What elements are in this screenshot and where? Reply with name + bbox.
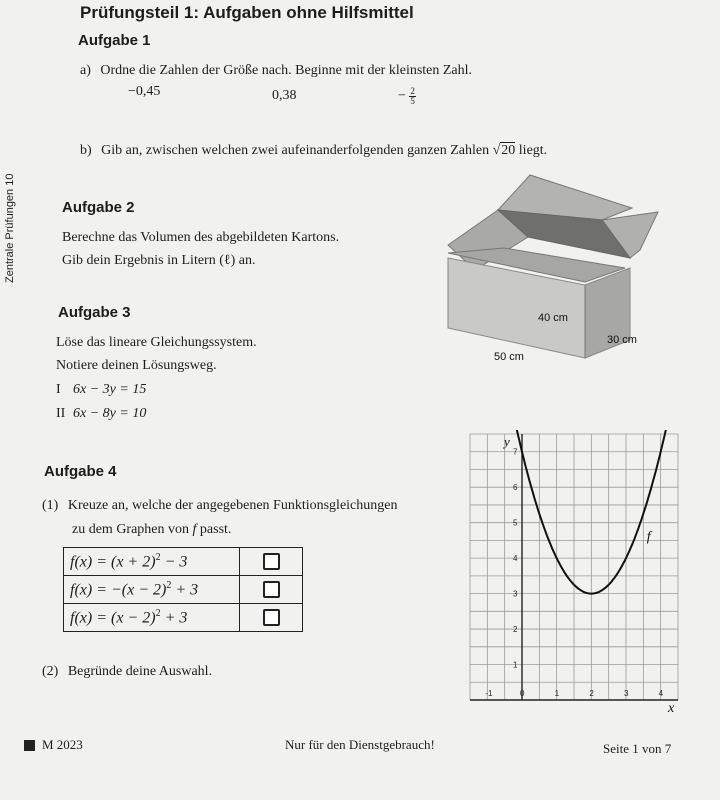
- task4-p2: [42, 664, 212, 680]
- equation-1: 6x − 3y = 15: [73, 382, 147, 397]
- choice-formula-1: $f(x) = (x + 2)^2 - 3$: [64, 548, 240, 576]
- task1-b-label: b): [80, 143, 92, 158]
- task4-p1-tail: passt.: [199, 522, 232, 537]
- x-tick-label: 1: [554, 689, 560, 698]
- task2-line1: Berechne das Volumen des abgebildeten Kartons.: [62, 230, 340, 245]
- task4-p1-fname: f: [192, 522, 197, 537]
- choice-cell-1: [240, 548, 303, 576]
- fraction-numerator: 2: [410, 86, 415, 96]
- task1-a-text: Ordne die Zahlen der Größe nach. Beginne mit der kleinsten Zahl.: [100, 63, 473, 78]
- y-tick-label: 6: [513, 483, 518, 493]
- task2-heading: Aufgabe 2: [62, 199, 135, 216]
- task4-p1-line1: Kreuze an, welche der angegebenen Funktionsgleichungen: [67, 498, 398, 513]
- sqrt-expression: √20: [492, 143, 516, 158]
- footer-center: Nur für den Dienstgebrauch!: [285, 737, 435, 752]
- x-tick-label: 4: [658, 689, 664, 698]
- x-tick-label: 0: [520, 689, 525, 698]
- y-tick-label: 4: [513, 554, 518, 564]
- task4-p1-line2-text: zu dem Graphen von: [72, 522, 190, 537]
- number-1: −0,45: [128, 84, 161, 99]
- footer-left: M 2023: [42, 737, 83, 752]
- side-label: Zentrale Prüfungen 10: [4, 173, 16, 283]
- footer-square-icon: [24, 740, 35, 751]
- y-tick-label: 3: [513, 589, 518, 599]
- dim-height: 40 cm: [538, 312, 568, 324]
- choice-formula-3: $f(x) = (x - 2)^2 + 3$: [64, 604, 240, 632]
- dim-depth: 30 cm: [607, 334, 637, 346]
- y-tick-label: 5: [513, 518, 518, 528]
- page-title: Prüfungsteil 1: Aufgaben ohne Hilfsmittel: [80, 3, 414, 22]
- y-axis-label: y: [504, 434, 510, 449]
- task4-p2-text: Begründe deine Auswahl.: [67, 664, 213, 679]
- choice-cell-3: [240, 604, 303, 632]
- choice-row: [64, 576, 303, 604]
- task3-line1: Löse das lineare Gleichungssystem.: [56, 335, 257, 350]
- fraction-denominator: 5: [410, 96, 415, 106]
- task3-line2: Notiere deinen Lösungsweg.: [56, 358, 217, 373]
- task1-heading: Aufgabe 1: [78, 32, 151, 49]
- eq1-label: I: [56, 382, 61, 397]
- y-tick-label: 2: [513, 625, 518, 635]
- task1-b: [80, 143, 547, 159]
- task4-p1-line2: [72, 522, 231, 538]
- fraction: [409, 87, 416, 106]
- curve-label-f: f: [646, 529, 651, 545]
- number-2: 0,38: [272, 88, 297, 103]
- choice-row: [64, 548, 303, 576]
- x-tick-label: 3: [624, 689, 629, 698]
- checkbox-3[interactable]: [263, 609, 280, 626]
- y-tick-label: 7: [513, 447, 518, 457]
- checkbox-1[interactable]: [263, 553, 280, 570]
- choice-row: [64, 604, 303, 632]
- task1-a: [80, 63, 472, 79]
- checkbox-2[interactable]: [263, 581, 280, 598]
- task4-p1: [42, 498, 397, 514]
- sqrt-radicand: 20: [501, 143, 516, 158]
- dim-width: 50 cm: [494, 351, 524, 363]
- task3-heading: Aufgabe 3: [58, 304, 131, 321]
- choice-table: [63, 547, 303, 632]
- box-illustration: [440, 170, 665, 370]
- x-axis-label: x: [668, 701, 675, 715]
- fraction-sign: −: [398, 88, 406, 104]
- function-graph: [466, 430, 686, 715]
- number-3-fraction: [398, 87, 416, 106]
- x-tick-label: 2: [589, 689, 594, 698]
- task4-heading: Aufgabe 4: [44, 463, 117, 480]
- task1-b-tail: liegt.: [518, 143, 548, 158]
- task4-p1-label: (1): [42, 498, 59, 513]
- task4-p2-label: (2): [42, 664, 59, 679]
- choice-cell-2: [240, 576, 303, 604]
- footer-right: Seite 1 von 7: [603, 741, 672, 756]
- x-tick-label: -1: [485, 689, 493, 698]
- task2-line2: Gib dein Ergebnis in Litern (ℓ) an.: [62, 253, 256, 268]
- task1-b-text: Gib an, zwischen welchen zwei aufeinanderfolgenden ganzen Zahlen: [101, 143, 490, 158]
- eq2-label: II: [56, 406, 66, 421]
- task1-a-label: a): [80, 63, 91, 78]
- y-tick-label: 1: [513, 660, 518, 670]
- equation-2: 6x − 8y = 10: [73, 406, 147, 421]
- choice-formula-2: $f(x) = -(x - 2)^2 + 3$: [64, 576, 240, 604]
